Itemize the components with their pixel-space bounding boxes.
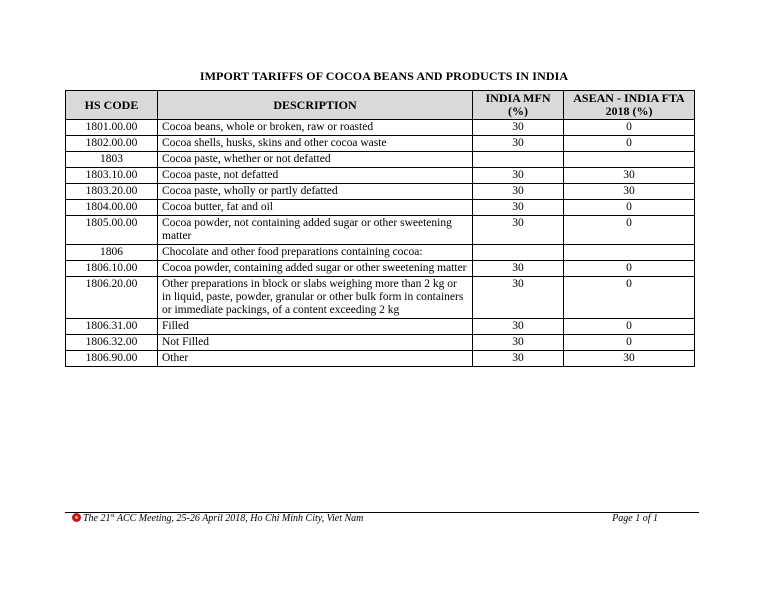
description-cell: Cocoa butter, fat and oil <box>158 200 473 216</box>
hs-code-cell: 1804.00.00 <box>66 200 158 216</box>
fta-cell: 0 <box>564 120 695 136</box>
table-row <box>66 277 695 319</box>
fta-cell: 0 <box>564 261 695 277</box>
hs-code-cell: 1803 <box>66 152 158 168</box>
fta-cell: 0 <box>564 277 695 319</box>
mfn-cell: 30 <box>473 136 564 152</box>
description-cell: Chocolate and other food preparations containing cocoa: <box>158 245 473 261</box>
mfn-cell: 30 <box>473 120 564 136</box>
description-cell: Cocoa shells, husks, skins and other cocoa waste <box>158 136 473 152</box>
mfn-cell <box>473 152 564 168</box>
table-row <box>66 200 695 216</box>
hs-code-cell: 1802.00.00 <box>66 136 158 152</box>
description-cell: Other <box>158 351 473 367</box>
fta-cell <box>564 245 695 261</box>
page-number: Page 1 of 1 <box>612 513 658 524</box>
table-row <box>66 152 695 168</box>
hs-code-cell: 1806.90.00 <box>66 351 158 367</box>
mfn-cell: 30 <box>473 277 564 319</box>
mfn-cell: 30 <box>473 261 564 277</box>
mfn-cell: 30 <box>473 216 564 245</box>
hs-code-cell: 1806.32.00 <box>66 335 158 351</box>
footer-ordinal: st <box>110 513 115 519</box>
page-title: IMPORT TARIFFS OF COCOA BEANS AND PRODUCTS IN INDIA <box>199 69 569 83</box>
fta-cell: 30 <box>564 184 695 200</box>
mfn-cell: 30 <box>473 200 564 216</box>
description-cell: Filled <box>158 319 473 335</box>
mfn-cell: 30 <box>473 351 564 367</box>
header-hs-code: HS CODE <box>66 91 158 120</box>
hs-code-cell: 1801.00.00 <box>66 120 158 136</box>
mfn-cell: 30 <box>473 184 564 200</box>
description-cell: Cocoa powder, not containing added sugar or other sweetening matter <box>158 216 473 245</box>
tariff-table <box>65 90 695 367</box>
header-india-mfn: INDIA MFN (%) <box>473 91 564 120</box>
fta-cell: 0 <box>564 136 695 152</box>
page-footer <box>72 513 662 524</box>
footer-meeting-prefix: The 21 <box>83 513 111 524</box>
header-asean-india-fta: ASEAN - INDIA FTA 2018 (%) <box>564 91 695 120</box>
hs-code-cell: 1806.20.00 <box>66 277 158 319</box>
hs-code-cell: 1806.31.00 <box>66 319 158 335</box>
fta-cell: 0 <box>564 200 695 216</box>
description-cell: Cocoa paste, whether or not defatted <box>158 152 473 168</box>
mfn-cell: 30 <box>473 319 564 335</box>
table-row <box>66 120 695 136</box>
header-description: DESCRIPTION <box>158 91 473 120</box>
hs-code-cell: 1805.00.00 <box>66 216 158 245</box>
hs-code-cell: 1803.10.00 <box>66 168 158 184</box>
hs-code-cell: 1803.20.00 <box>66 184 158 200</box>
description-cell: Cocoa paste, wholly or partly defatted <box>158 184 473 200</box>
fta-cell: 0 <box>564 319 695 335</box>
hs-code-cell: 1806.10.00 <box>66 261 158 277</box>
table-row <box>66 261 695 277</box>
description-cell: Cocoa beans, whole or broken, raw or roasted <box>158 120 473 136</box>
mfn-cell: 30 <box>473 335 564 351</box>
fta-cell: 30 <box>564 351 695 367</box>
table-row <box>66 245 695 261</box>
fta-cell: 0 <box>564 335 695 351</box>
description-cell: Not Filled <box>158 335 473 351</box>
table-row <box>66 319 695 335</box>
table-row <box>66 335 695 351</box>
description-cell: Cocoa powder, containing added sugar or other sweetening matter <box>158 261 473 277</box>
table-row <box>66 184 695 200</box>
table-row <box>66 168 695 184</box>
fta-cell: 30 <box>564 168 695 184</box>
mfn-cell: 30 <box>473 168 564 184</box>
fta-cell <box>564 152 695 168</box>
table-row <box>66 351 695 367</box>
description-cell: Other preparations in block or slabs weighing more than 2 kg or in liquid, paste, powder, granular or other bulk form in containers or immediate packings, of a content exceeding 2 kg <box>158 277 473 319</box>
table-row <box>66 136 695 152</box>
description-cell: Cocoa paste, not defatted <box>158 168 473 184</box>
table-header-row <box>66 91 695 120</box>
table-row <box>66 216 695 245</box>
fta-cell: 0 <box>564 216 695 245</box>
hs-code-cell: 1806 <box>66 245 158 261</box>
asean-logo-icon <box>72 513 81 522</box>
footer-meeting-text: ACC Meeting, 25-26 April 2018, Ho Chi Minh City, Viet Nam <box>114 513 364 524</box>
mfn-cell <box>473 245 564 261</box>
